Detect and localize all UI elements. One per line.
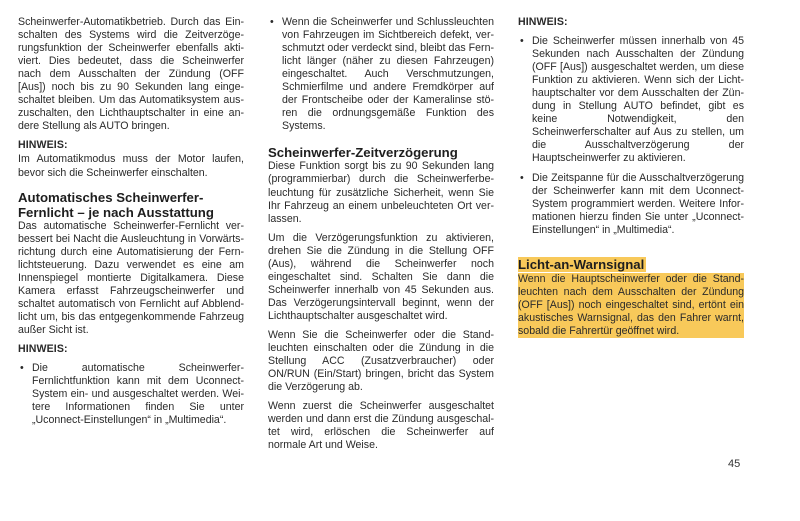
bullet-item: • Die Zeitspanne für die Ausschaltverzögerung der Scheinwerfer kann mit dem Uconnect-System programmiert werden. Weitere Informationen hierzu finden Sie unter „Uconnect-Einstellungen“ in „Multimedia“. <box>518 172 744 237</box>
heading-line-2: Fernlicht – je nach Ausstattung <box>18 204 214 220</box>
column-2 <box>268 16 494 458</box>
section-heading-delay: Scheinwerfer-Zeitverzögerung <box>268 145 458 161</box>
bullet-item: • Die Scheinwerfer müssen innerhalb von 45 Sekunden nach Ausschalten der Zündung (OFF [Aus]) ausgeschaltet werden, um diese Funktion zu aktivieren. Wenn sich der Lichthauptschalter vor dem Ausschalten der Zündung in Stellung AUTO befindet, gibt es keine Notwendigkeit, den Scheinwerferschalter auf Aus zu stellen, um die Ausschaltverzögerung der Hauptscheinwerfer zu aktivieren. <box>518 35 744 165</box>
paragraph: Wenn Sie die Scheinwerfer oder die Standleuchten einschalten oder die Zündung in die Stellung ACC (Zusatzverbraucher) oder ON/RUN (Ein/Start) bringen, bricht das System die Verzögerung ab. <box>268 328 494 394</box>
column-3 <box>518 16 744 344</box>
highlighted-paragraph: Wenn die Hauptscheinwerfer oder die Standleuchten nach dem Ausschalten der Zündung (OFF [Aus]) noch eingeschaltet sind, ertönt ein akustisches Warnsignal, das den Fahrer warnt, sobald die Fahrertür geöffnet wird. <box>518 272 744 337</box>
paragraph: Diese Funktion sorgt bis zu 90 Sekunden lang (programmierbar) durch die Scheinwerferbeleuchtung für zusätzliche Sicherheit, wenn Sie Ihr Fahrzeug an einem unbeleuchteten Ort verlassen. <box>268 160 494 225</box>
note-label: HINWEIS: <box>518 16 568 28</box>
bullet-item: • Die automatische Scheinwerfer-Fernlichtfunktion kann mit dem Uconnect-System ein- und ausgeschaltet werden. Weitere Informationen finden Sie unter „Uconnect-Einstellungen“ in „Multimedia“. <box>18 362 244 427</box>
column-1 <box>18 16 244 433</box>
page-number: 45 <box>728 458 741 470</box>
note-bullet-list <box>518 35 744 237</box>
auto-high-beam-paragraph: Das automatische Scheinwerfer-Fernlicht verbessert bei Nacht die Ausleuchtung in Vorwärtsrichtung durch eine Automatisierung der Fernlichtsteuerung. Dazu verwendet es eine am Innenspiegel montierte Digitalkamera. Diese Kamera erfasst Fahrzeugscheinwerfer und schaltet automatisch von Fernlicht auf Abblendlicht um, bis das entgegenkommende Fahrzeug außer Sicht ist. <box>18 219 244 336</box>
note-bullet-list <box>18 362 244 427</box>
section-heading-light-warning: Licht-an-Warnsignal <box>518 256 645 272</box>
note-label: HINWEIS: <box>18 342 68 355</box>
note-text: Im Automatikmodus muss der Motor laufen, bevor sich die Scheinwerfer einschalten. <box>18 153 244 179</box>
intro-paragraph: Scheinwerfer-Automatikbetrieb. Durch das Einschalten des Systems wird die Zeitverzögerungsfunktion der Scheinwerfer ebenfalls aktiviert. Dies bedeutet, dass die Scheinwerfer nach dem Ausschalten der Zündung (OFF [Aus]) noch bis zu 90 Sekunden lang eingeschaltet bleiben. Um das Automatiksystem auszuschalten, den Lichthauptschalter in eine andere Stellung als AUTO bringen. <box>18 16 244 133</box>
bullet-item: • Wenn die Scheinwerfer und Schlussleuchten von Fahrzeugen im Sichtbereich defekt, verschmutzt oder verdeckt sind, bleibt das Fernlicht länger (näher zu diesen Fahrzeugen) eingeschaltet. Auch Verschmutzungen, Schmierfilme und andere Fremdkörper auf der Frontscheibe oder der Kameralinse stören die ordnungsgemäße Funktion des Systems. <box>268 16 494 133</box>
bullet-list <box>268 16 494 133</box>
paragraph: Wenn zuerst die Scheinwerfer ausgeschaltet werden und dann erst die Zündung ausgeschaltet wird, erlöschen die Scheinwerfer auf normale Art und Weise. <box>268 400 494 452</box>
section-heading-auto-high-beam <box>18 190 244 220</box>
note-label: HINWEIS: <box>18 139 68 152</box>
paragraph: Um die Verzögerungsfunktion zu aktivieren, drehen Sie die Zündung in die Stellung OFF (Aus), während die Scheinwerfer noch eingeschaltet sind. Schalten Sie dann die Scheinwerfer innerhalb von 45 Sekunden aus. Das Verzögerungsintervall beginnt, wenn der Lichthauptschalter ausgeschaltet wird. <box>268 231 494 322</box>
heading-line-1: Automatisches Scheinwerfer- <box>18 189 204 205</box>
highlighted-section <box>518 243 744 338</box>
